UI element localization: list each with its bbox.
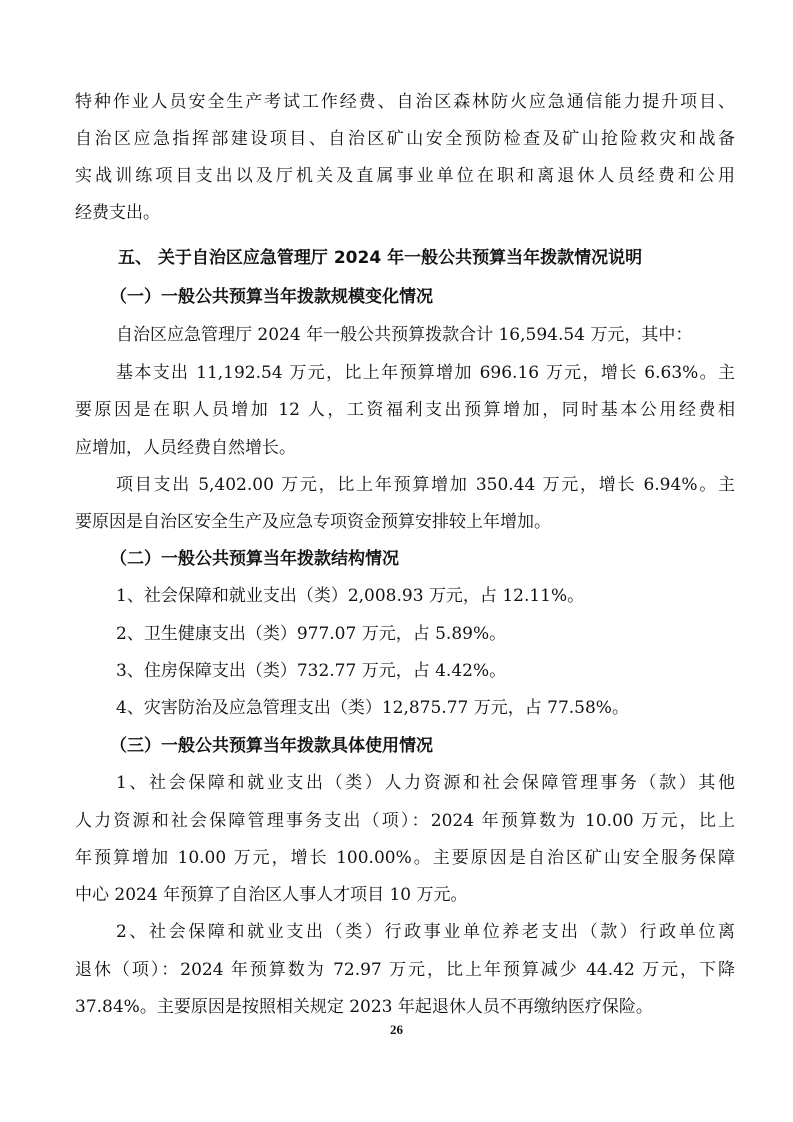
paragraph-line: 要原因是在职人员增加 12 人，工资福利支出预算增加，同时基本公用经费相 bbox=[75, 400, 735, 420]
subsection-heading: （二）一般公共预算当年拨款结构情况 bbox=[110, 549, 399, 569]
intro-line: 实战训练项目支出以及厅机关及直属事业单位在职和离退休人员经费和公用 bbox=[75, 166, 735, 186]
intro-line: 经费支出。 bbox=[75, 203, 160, 223]
paragraph-line: 1、社会保障和就业支出（类）人力资源和社会保障管理事务（款）其他 bbox=[116, 773, 735, 793]
list-item: 4、灾害防治及应急管理支出（类）12,875.77 万元，占 77.58%。 bbox=[116, 698, 629, 718]
paragraph-line: 应增加，人员经费自然增长。 bbox=[75, 438, 296, 458]
paragraph-line: 中心 2024 年预算了自治区人事人才项目 10 万元。 bbox=[75, 885, 468, 905]
list-item: 3、住房保障支出（类）732.77 万元，占 4.42%。 bbox=[116, 661, 507, 681]
paragraph-line: 2、社会保障和就业支出（类）行政事业单位养老支出（款）行政单位离 bbox=[116, 922, 735, 942]
paragraph-line: 要原因是自治区安全生产及应急专项资金预算安排较上年增加。 bbox=[75, 512, 551, 532]
intro-line: 特种作业人员安全生产考试工作经费、自治区森林防火应急通信能力提升项目、 bbox=[75, 92, 735, 112]
paragraph-line: 37.84%。主要原因是按照相关规定 2023 年起退休人员不再缴纳医疗保险。 bbox=[75, 997, 653, 1017]
paragraph-line: 退休（项）：2024 年预算数为 72.97 万元，比上年预算减少 44.42 万元，下降 bbox=[75, 960, 735, 980]
subsection-heading: （三）一般公共预算当年拨款具体使用情况 bbox=[110, 736, 433, 756]
paragraph-line: 年预算增加 10.00 万元，增长 100.00%。主要原因是自治区矿山安全服务保障 bbox=[75, 848, 735, 868]
section-heading: 五、 关于自治区应急管理厅 2024 年一般公共预算当年拨款情况说明 bbox=[118, 248, 643, 268]
paragraph-line: 人力资源和社会保障管理事务支出（项）：2024 年预算数为 10.00 万元，比上 bbox=[75, 811, 735, 831]
subsection-heading: （一）一般公共预算当年拨款规模变化情况 bbox=[110, 287, 433, 307]
paragraph-line: 自治区应急管理厅 2024 年一般公共预算拨款合计 16,594.54 万元，其中： bbox=[116, 325, 693, 345]
list-item: 1、社会保障和就业支出（类）2,008.93 万元，占 12.11%。 bbox=[116, 586, 585, 606]
paragraph-line: 项目支出 5,402.00 万元，比上年预算增加 350.44 万元，增长 6.94%。主 bbox=[116, 475, 735, 495]
intro-line: 自治区应急指挥部建设项目、自治区矿山安全预防检查及矿山抢险救灾和战备 bbox=[75, 129, 735, 149]
page-number: 26 bbox=[390, 1022, 403, 1037]
paragraph-line: 基本支出 11,192.54 万元，比上年预算增加 696.16 万元，增长 6.63%。主 bbox=[116, 363, 735, 383]
list-item: 2、卫生健康支出（类）977.07 万元，占 5.89%。 bbox=[116, 624, 507, 644]
